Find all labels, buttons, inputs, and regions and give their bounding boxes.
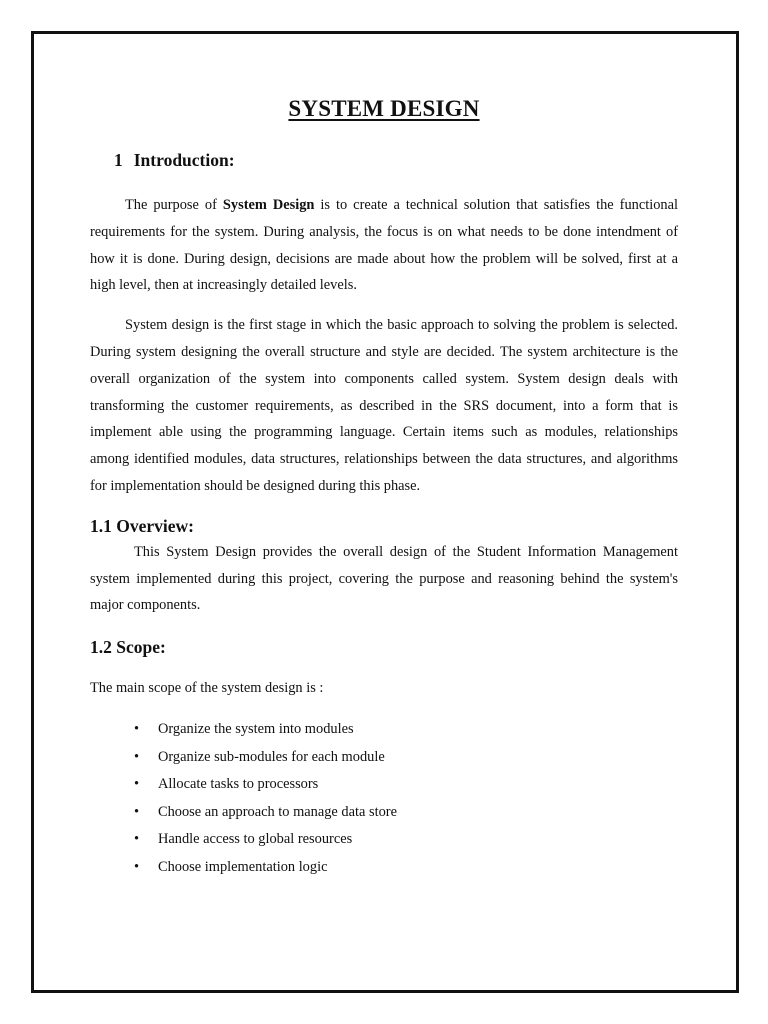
section-title: Introduction: [133, 150, 235, 170]
list-item [90, 771, 678, 799]
bullet-icon: • [134, 776, 140, 793]
list-item [90, 854, 678, 882]
introduction-heading [114, 150, 678, 171]
document-body [90, 90, 678, 882]
bullet-icon: • [134, 803, 140, 820]
bullet-icon: • [134, 831, 140, 848]
intro-text-start: The purpose of [125, 197, 223, 213]
list-item [90, 716, 678, 744]
intro-paragraph-1 [90, 192, 678, 299]
intro-bold-term: System Design [222, 197, 315, 213]
bullet-icon: • [134, 720, 140, 737]
list-item [90, 744, 678, 772]
list-item-text: Choose implementation logic [158, 858, 328, 875]
section-number: 1 [114, 150, 123, 170]
list-item [90, 826, 678, 854]
scope-heading: 1.2 Scope: [90, 637, 166, 658]
list-item-text: Choose an approach to manage data store [158, 803, 397, 820]
bullet-icon: • [134, 748, 140, 765]
scope-lead-text: The main scope of the system design is : [90, 680, 324, 697]
list-item-text: Organize the system into modules [158, 720, 354, 737]
intro-text-rest: is to create a technical solution that satisfies the functional requirements for the system. During analysis, the focus is on what needs to be done intendment of how it is done. During design, decisions are made about how the problem will be solved, first at a high level, then at increasingly detailed levels. [90, 197, 678, 294]
list-item-text: Organize sub-modules for each module [158, 748, 385, 765]
bullet-icon: • [134, 858, 140, 875]
list-item [90, 799, 678, 827]
list-item-text: Handle access to global resources [158, 831, 353, 848]
intro-paragraph-2: System design is the first stage in which the basic approach to solving the problem is selected. During system designing the overall structure and style are decided. The system architecture is the overall organization of the system into components called system. System design deals with transforming the customer requirements, as described in the SRS document, into a form that is implement able using the programming language. Certain items such as modules, relationships among identified modules, data structures, relationships between the data structures, and algorithms for implementation should be designed during this phase. [90, 317, 678, 494]
overview-heading: 1.1 Overview: [90, 515, 194, 536]
list-item-text: Allocate tasks to processors [158, 776, 319, 793]
document-title: SYSTEM DESIGN [288, 96, 480, 121]
overview-paragraph: This System Design provides the overall design of the Student Information Management system implemented during this project, covering the purpose and reasoning behind the system's major components. [90, 543, 678, 614]
scope-list [90, 716, 678, 882]
